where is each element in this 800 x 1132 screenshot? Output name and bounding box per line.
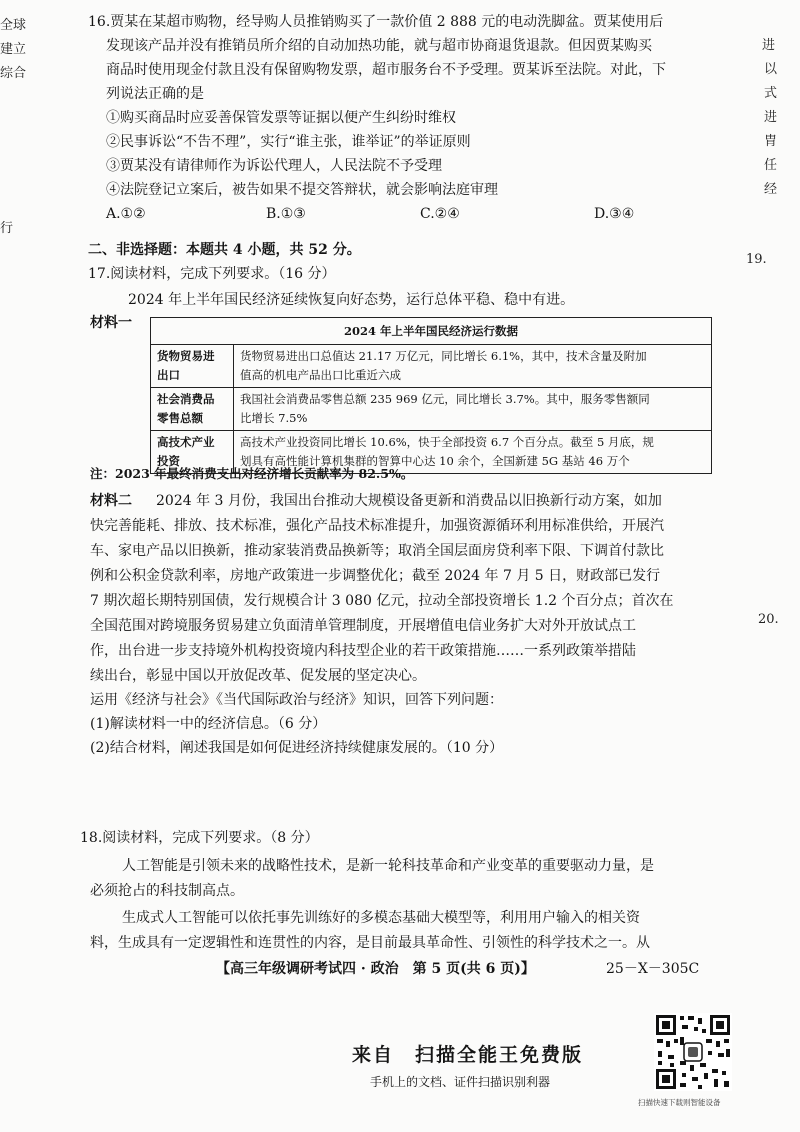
q16-stem-line: 发现该产品并没有推销员所介绍的自动加热功能，就与超市协商退货退款。但因贾某购买	[106, 38, 652, 54]
right-margin-fragment: 式	[764, 86, 778, 101]
q17-subquestion-2: (2)结合材料，阐述我国是如何促进经济持续健康发展的。（10 分）	[90, 740, 504, 756]
q18-paragraph-line: 人工智能是引领未来的战略性技术，是新一轮科技革命和产业变革的重要驱动力量，是	[122, 858, 654, 874]
table-category-cell: 货物贸易进 出口	[151, 345, 234, 388]
paper-code: 25－X－305C	[606, 961, 700, 977]
right-margin-question-number: 19.	[746, 252, 767, 267]
q18-title: 18.阅读材料，完成下列要求。（8 分）	[80, 830, 319, 846]
left-margin-fragment: 行	[0, 221, 14, 236]
qr-caption: 扫描快速下载则智能设备	[638, 1098, 721, 1107]
q16-stem-line: 16.贾某在某超市购物，经导购人员推销购买了一款价值 2 888 元的电动洗脚盆。贾某使用后	[88, 14, 664, 30]
left-margin-fragment: 综合	[0, 66, 27, 81]
table-content-cell: 高技术产业投资同比增长 10.6%，快于全部投资 6.7 个百分点。截至 5 月底，规 划具有高性能计算机集群的智算中心达 10 余个，全国新建 5G 基站 46 万个	[234, 431, 712, 474]
q16-choice-b: B.①③	[266, 206, 306, 222]
q16-choice-c: C.②④	[420, 206, 460, 222]
right-margin-fragment: 进	[762, 38, 776, 53]
table-row	[151, 345, 712, 388]
table-content-cell: 我国社会消费品零售总额 235 969 亿元，同比增长 3.7%。其中，服务零售额同 比增长 7.5%	[234, 388, 712, 431]
q16-option-2: ②民事诉讼“不告不理”，实行“谁主张，谁举证”的举证原则	[106, 134, 471, 150]
table-category-cell: 高技术产业 投资	[151, 431, 234, 474]
left-margin-fragment: 建立	[0, 42, 27, 57]
q16-stem-line: 商品时使用现金付款且没有保留购物发票，超市服务台不予受理。贾某诉至法院。对此，下	[106, 62, 666, 78]
material-one-label: 材料一	[90, 315, 132, 331]
q18-paragraph-line: 料，生成具有一定逻辑性和连贯性的内容，是目前最具革命性、引领性的科学技术之一。从	[90, 935, 650, 951]
scanner-watermark-title: 来自 扫描全能王免费版	[352, 1044, 584, 1066]
right-margin-fragment: 经	[764, 182, 778, 197]
q17-intro: 2024 年上半年国民经济延续恢复向好态势，运行总体平稳、稳中有进。	[128, 292, 575, 308]
material-two-line: 全国范围对跨境服务贸易建立负面清单管理制度，开展增值电信业务扩大对外开放试点工	[90, 618, 636, 634]
material-two-line: 快完善能耗、排放、技术标准，强化产品技术标准提升，加强资源循环利用标准供给，开展汽	[90, 518, 664, 534]
right-margin-fragment: 进	[764, 110, 778, 125]
q16-stem-line: 列说法正确的是	[106, 86, 204, 102]
q18-paragraph-line: 生成式人工智能可以依托事先训练好的多模态基础大模型等，利用用户输入的相关资	[122, 910, 640, 926]
q16-option-1: ①购买商品时应妥善保管发票等证据以便产生纠纷时维权	[106, 110, 456, 126]
q16-option-4: ④法院登记立案后，被告如果不提交答辩状，就会影响法庭审理	[106, 182, 498, 198]
q16-choice-a: A.①②	[106, 206, 146, 222]
table-category-cell: 社会消费品 零售总额	[151, 388, 234, 431]
left-margin-fragment: 全球	[0, 18, 27, 33]
q16-option-3: ③贾某没有请律师作为诉讼代理人，人民法院不予受理	[106, 158, 442, 174]
right-margin-fragment: 任	[764, 158, 778, 173]
right-margin-fragment: 胄	[764, 134, 778, 149]
q18-paragraph-line: 必须抢占的科技制高点。	[90, 883, 244, 899]
material-two-line: 例和公积金贷款利率，房地产政策进一步调整优化；截至 2024 年 7 月 5 日，财政部已发行	[90, 568, 661, 584]
page-footer: 【高三年级调研考试四 · 政治 第 5 页(共 6 页)】	[216, 961, 535, 977]
table-row	[151, 388, 712, 431]
right-margin-question-number: 20.	[758, 612, 779, 627]
material-two-line: 2024 年 3 月份，我国出台推动大规模设备更新和消费品以旧换新行动方案，如加	[156, 493, 662, 509]
material-two-label: 材料二	[90, 493, 132, 509]
material-two-line: 7 期次超长期特别国债，发行规模合计 3 080 亿元，拉动全部投资增长 1.2 个百分点；首次在	[90, 593, 674, 609]
qr-code-icon	[654, 1013, 732, 1091]
q17-task: 运用《经济与社会》《当代国际政治与经济》知识，回答下列问题：	[90, 692, 503, 708]
right-margin-fragment: 以	[764, 62, 778, 77]
material-two-line: 续出台，彰显中国以开放促改革、促发展的坚定决心。	[90, 668, 426, 684]
table-note: 注：2023 年最终消费支出对经济增长贡献率为 82.5%。	[90, 466, 414, 481]
scanner-watermark-subtitle: 手机上的文档、证件扫描识别利器	[370, 1075, 551, 1089]
material-two-line: 车、家电产品以旧换新，推动家装消费品换新等；取消全国层面房贷利率下限、下调首付款比	[90, 543, 664, 559]
q17-subquestion-1: (1)解读材料一中的经济信息。（6 分）	[90, 716, 327, 732]
table-content-cell: 货物贸易进出口总值达 21.17 万亿元，同比增长 6.1%，其中，技术含量及附加 值高的机电产品出口比重近六成	[234, 345, 712, 388]
q16-choice-d: D.③④	[594, 206, 635, 222]
material-two-line: 作，出台进一步支持境外机构投资境内科技型企业的若干政策措施……一系列政策举措陆	[90, 643, 636, 659]
q17-title: 17.阅读材料，完成下列要求。（16 分）	[88, 266, 336, 282]
economy-data-table	[150, 317, 712, 474]
section-heading: 二、非选择题：本题共 4 小题，共 52 分。	[88, 242, 361, 258]
table-title: 2024 年上半年国民经济运行数据	[151, 318, 712, 345]
